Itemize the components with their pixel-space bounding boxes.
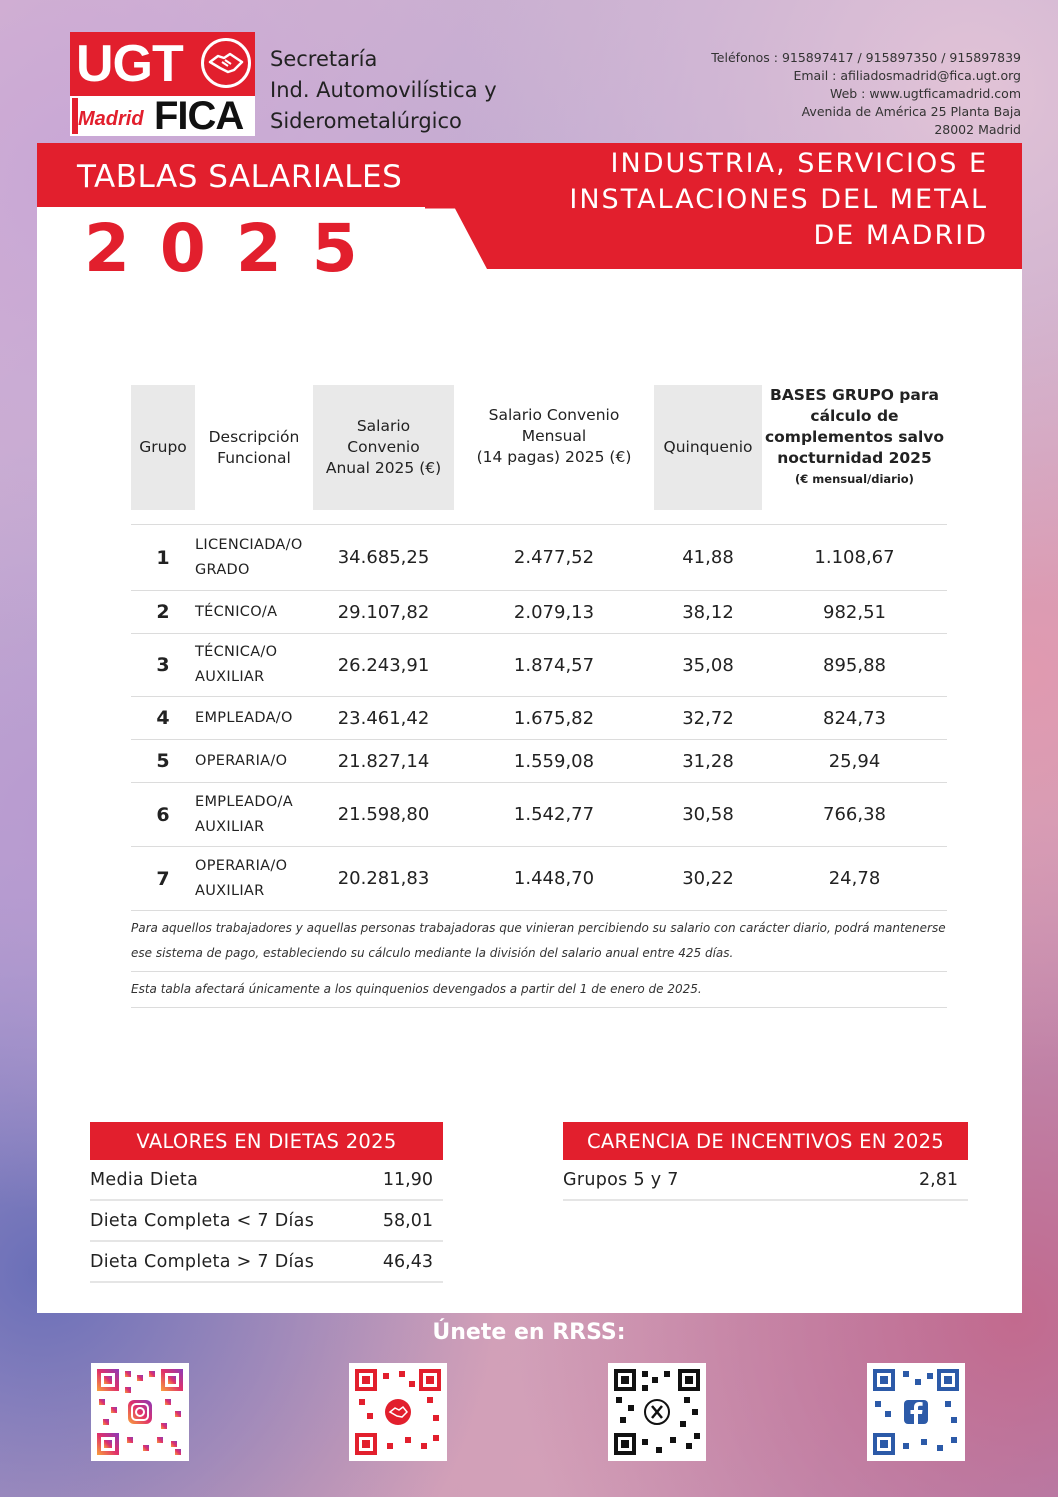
row-quinquenio: 35,08 [682,654,734,676]
row-bases: 1.108,67 [814,547,895,568]
secretaria-title [270,44,497,137]
row-descripcion-line: OPERARIA/O [195,752,288,769]
handshake-icon [201,38,251,88]
row-quinquenio: 30,58 [682,804,734,825]
row-grupo: 2 [156,601,170,623]
dietas-box [90,1122,443,1283]
dietas-row [90,1201,443,1242]
table-row [131,696,947,739]
ugt-qr[interactable] [349,1363,447,1461]
instagram-qr[interactable] [91,1363,189,1461]
row-descripcion-line: GRADO [195,561,250,578]
header-mensual-line: Salario Convenio [488,406,620,424]
contact-info [711,49,1021,139]
carencia-title: CARENCIA DE INCENTIVOS EN 2025 [563,1122,968,1160]
logo-madrid-text: Madrid [78,108,144,130]
row-grupo: 4 [156,707,170,729]
carencia-row-label: Grupos 5 y 7 [563,1170,679,1190]
row-descripcion [195,847,313,910]
table-note-line: ese sistema de pago, estableciendo su cálculo mediante la división del salario anual entre 425 días. [131,946,734,960]
row-bases: 895,88 [823,654,886,676]
row-grupo: 5 [156,750,170,772]
x-qr[interactable] [608,1363,706,1461]
row-descripcion [195,634,313,696]
x-icon [612,1367,702,1457]
header-bases-line: complementos salvo [764,428,945,446]
social-title: Únete en RRSS: [432,1320,626,1345]
header-bases-note: (€ mensual/diario) [795,472,914,486]
dietas-row-value: 58,01 [382,1211,433,1231]
table-note-line: Para aquellos trabajadores y aquellas personas trabajadoras que vinieran percibiendo su salario con carácter diario, podrá mantenerse [131,921,946,935]
header-bases-line: cálculo de [810,407,899,425]
row-bases: 25,94 [828,750,881,772]
row-descripcion [195,591,313,633]
secretaria-line: Ind. Automovilística y [270,78,497,102]
row-bases: 824,73 [823,707,886,729]
header-descripcion-line: Descripción [208,427,300,446]
contact-city: 28002 Madrid [934,122,1021,137]
header-mensual-line: (14 pagas) 2025 (€) [476,448,632,466]
table-row [131,782,947,846]
row-anual: 20.281,83 [337,868,430,889]
carencia-box [563,1122,968,1201]
dietas-row-label: Dieta Completa > 7 Días [90,1252,315,1272]
header-bases [762,385,947,510]
table-note [131,910,947,971]
row-descripcion-line: OPERARIA/O [195,857,288,874]
carencia-row [563,1160,968,1201]
dietas-row-value: 46,43 [382,1252,433,1272]
row-descripcion [195,740,313,782]
dietas-row-value: 11,90 [382,1170,433,1190]
header-anual-line: Anual 2025 (€) [325,459,442,477]
row-bases: 24,78 [828,868,881,889]
row-quinquenio: 32,72 [682,707,734,729]
row-mensual: 2.079,13 [513,601,595,623]
row-anual: 26.243,91 [337,654,430,676]
row-descripcion [195,525,313,590]
logo-fica-bar [70,96,255,136]
row-descripcion-line: AUXILIAR [195,882,265,899]
header-quinquenio [654,385,762,510]
page-title: TABLAS SALARIALES [77,159,403,195]
table-header [131,385,947,510]
dietas-title: VALORES EN DIETAS 2025 [90,1122,443,1160]
facebook-icon [871,1367,961,1457]
row-grupo: 7 [156,867,170,890]
header-quinquenio-label: Quinquenio [663,438,753,456]
row-grupo: 1 [156,546,170,569]
secretaria-line: Secretaría [270,47,378,71]
table-row [131,739,947,782]
header-grupo-label: Grupo [139,438,187,456]
row-mensual: 1.542,77 [513,804,595,825]
row-anual: 23.461,42 [337,707,430,729]
row-anual: 21.598,80 [337,804,430,825]
sector-title-line: INSTALACIONES DEL METAL [569,184,988,215]
header-anual-line: Salario [356,417,411,435]
header-descripcion-line: Funcional [217,448,291,467]
header-anual-line: Convenio [347,438,420,456]
header-bases-line: nocturnidad 2025 [777,449,932,467]
row-descripcion-line: LICENCIADA/O [195,536,303,553]
secretaria-line: Siderometalúrgico [270,109,462,133]
logo-fica-text: FICA [154,94,244,138]
sector-title [569,146,988,254]
table-row [131,633,947,696]
row-quinquenio: 30,22 [682,868,734,889]
row-descripcion-line: TÉCNICA/O [195,644,278,660]
header-anual [313,385,454,510]
row-quinquenio: 38,12 [682,601,734,623]
row-descripcion-line: AUXILIAR [195,818,265,835]
dietas-row-label: Dieta Completa < 7 Días [90,1211,315,1231]
row-anual: 21.827,14 [337,750,430,772]
year-title: 2025 [84,210,388,287]
row-descripcion-line: AUXILIAR [195,669,265,685]
row-mensual: 1.448,70 [513,868,595,889]
header-descripcion [195,385,313,510]
table-row [131,846,947,910]
logo-ugt-text: UGT [76,35,183,93]
row-mensual: 1.874,57 [513,654,595,676]
row-grupo: 3 [156,654,170,676]
row-anual: 34.685,25 [337,547,430,568]
row-mensual: 1.559,08 [513,750,595,772]
contact-web[interactable]: Web : www.ugtficamadrid.com [829,86,1021,101]
ugt-icon [353,1367,443,1457]
dietas-row [90,1242,443,1283]
row-descripcion [195,697,313,739]
row-mensual: 1.675,82 [513,707,595,729]
title-left-band [37,143,462,207]
ugt-fica-logo [70,32,255,136]
header-bases-line: BASES GRUPO para [770,386,939,404]
carencia-row-value: 2,81 [919,1170,958,1190]
table-row [131,590,947,633]
contact-address: Avenida de América 25 Planta Baja [801,104,1021,119]
row-descripcion [195,783,313,846]
table-note-line: Esta tabla afectará únicamente a los quinquenios devengados a partir del 1 de enero de 2025. [131,982,702,996]
contact-email[interactable]: Email : afiliadosmadrid@fica.ugt.org [793,68,1021,83]
instagram-icon [95,1367,185,1457]
row-bases: 982,51 [823,601,886,623]
row-descripcion-line: EMPLEADO/A [195,793,293,810]
row-descripcion-line: TÉCNICO/A [195,603,278,620]
row-mensual: 2.477,52 [513,547,595,568]
table-note [131,971,947,1008]
row-grupo: 6 [156,803,170,826]
contact-phones: Teléfonos : 915897417 / 915897350 / 915897839 [711,50,1021,65]
header-mensual-line: Mensual [521,427,587,445]
row-descripcion-line: EMPLEADA/O [195,709,293,726]
row-quinquenio: 41,88 [682,547,734,568]
header-grupo [131,385,195,510]
dietas-row-label: Media Dieta [90,1170,199,1190]
sector-title-line: DE MADRID [813,220,988,251]
facebook-qr[interactable] [867,1363,965,1461]
table-row [131,524,947,590]
row-bases: 766,38 [823,804,886,825]
row-quinquenio: 31,28 [682,750,734,772]
header-mensual [454,385,654,510]
dietas-row [90,1160,443,1201]
row-anual: 29.107,82 [337,601,430,623]
sector-title-line: INDUSTRIA, SERVICIOS E [610,148,988,179]
